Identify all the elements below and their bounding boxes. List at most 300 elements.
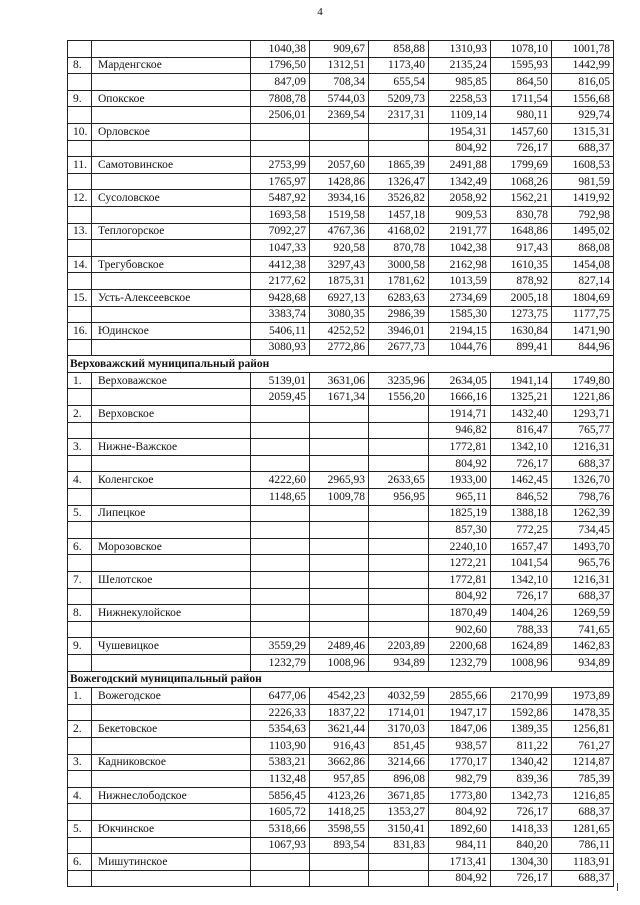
settlement-name [92, 74, 251, 91]
value-cell: 1404,26 [491, 605, 552, 622]
value-cell: 734,45 [552, 522, 614, 539]
settlement-name [92, 273, 251, 290]
settlement-name [92, 704, 251, 721]
value-cell: 1042,38 [429, 240, 491, 257]
value-cell: 1892,60 [429, 820, 491, 837]
value-cell: 3598,55 [310, 820, 369, 837]
value-cell: 2369,54 [310, 107, 369, 124]
value-cell: 3526,82 [369, 190, 429, 207]
value-cell: 1315,31 [552, 123, 614, 140]
value-cell: 5139,01 [251, 372, 310, 389]
value-cell: 1914,71 [429, 406, 491, 423]
settlement-name [92, 422, 251, 439]
value-cell: 2491,88 [429, 157, 491, 174]
table-row [68, 737, 614, 754]
table-row [68, 240, 614, 257]
value-cell [310, 140, 369, 157]
row-number: 9. [68, 90, 92, 107]
value-cell: 2258,53 [429, 90, 491, 107]
value-cell: 1462,83 [552, 638, 614, 655]
table-row [68, 74, 614, 91]
row-number: 16. [68, 323, 92, 340]
table-row [68, 854, 614, 871]
value-cell: 5744,03 [310, 90, 369, 107]
value-cell: 1342,10 [491, 572, 552, 589]
settlement-name: Марденгское [92, 57, 251, 74]
value-cell: 1008,96 [491, 654, 552, 671]
value-cell: 2203,89 [369, 638, 429, 655]
table-row [68, 787, 614, 804]
table-row [68, 572, 614, 589]
settlement-name [92, 339, 251, 356]
value-cell: 804,92 [429, 455, 491, 472]
value-cell: 1595,93 [491, 57, 552, 74]
value-cell: 761,27 [552, 737, 614, 754]
value-cell: 1068,26 [491, 173, 552, 190]
row-number [68, 339, 92, 356]
value-cell: 1013,59 [429, 273, 491, 290]
value-cell: 9428,68 [251, 289, 310, 306]
table-row [68, 621, 614, 638]
section-header-row [68, 356, 614, 373]
value-cell: 1804,69 [552, 289, 614, 306]
table-row [68, 505, 614, 522]
table-row [68, 41, 614, 58]
value-cell [310, 406, 369, 423]
value-cell: 4767,36 [310, 223, 369, 240]
value-cell: 1462,45 [491, 472, 552, 489]
value-cell: 1418,25 [310, 804, 369, 821]
settlement-name: Нижнеслободское [92, 787, 251, 804]
value-cell: 1001,78 [552, 41, 614, 58]
value-cell: 2057,60 [310, 157, 369, 174]
table-row [68, 688, 614, 705]
row-number [68, 870, 92, 887]
value-cell: 1388,18 [491, 505, 552, 522]
settlement-name: Бекетовское [92, 721, 251, 738]
table-row [68, 538, 614, 555]
table-row [68, 57, 614, 74]
value-cell: 3934,16 [310, 190, 369, 207]
value-cell [369, 538, 429, 555]
value-cell: 4412,38 [251, 256, 310, 273]
value-cell [251, 555, 310, 572]
table-row [68, 754, 614, 771]
value-cell: 2506,01 [251, 107, 310, 124]
value-cell: 1177,75 [552, 306, 614, 323]
value-cell: 851,45 [369, 737, 429, 754]
row-number: 2. [68, 406, 92, 423]
value-cell: 1837,22 [310, 704, 369, 721]
settlement-name [92, 588, 251, 605]
value-cell: 2226,33 [251, 704, 310, 721]
value-cell: 1471,90 [552, 323, 614, 340]
settlement-name [92, 206, 251, 223]
row-number: 10. [68, 123, 92, 140]
table-row [68, 489, 614, 506]
value-cell: 1325,21 [491, 389, 552, 406]
value-cell: 3631,06 [310, 372, 369, 389]
value-cell: 1216,85 [552, 787, 614, 804]
row-number: 12. [68, 190, 92, 207]
settlement-name: Орловское [92, 123, 251, 140]
settlement-name [92, 240, 251, 257]
row-number: 8. [68, 57, 92, 74]
settlement-name: Вожегодское [92, 688, 251, 705]
value-cell: 980,11 [491, 107, 552, 124]
row-number: 13. [68, 223, 92, 240]
settlement-name [92, 804, 251, 821]
row-number [68, 621, 92, 638]
value-cell [369, 439, 429, 456]
row-number: 2. [68, 721, 92, 738]
value-cell: 1040,38 [251, 41, 310, 58]
settlement-name: Трегубовское [92, 256, 251, 273]
value-cell [369, 455, 429, 472]
row-number: 1. [68, 372, 92, 389]
district-title: Верховажский муниципальный район [68, 356, 614, 373]
value-cell: 916,43 [310, 737, 369, 754]
value-cell: 1183,91 [552, 854, 614, 871]
value-cell: 1941,14 [491, 372, 552, 389]
value-cell: 917,43 [491, 240, 552, 257]
row-number: 7. [68, 572, 92, 589]
value-cell: 726,17 [491, 588, 552, 605]
section-header-row [68, 671, 614, 688]
value-cell [369, 522, 429, 539]
row-number [68, 206, 92, 223]
value-cell: 1312,51 [310, 57, 369, 74]
value-cell [251, 123, 310, 140]
value-cell: 1044,76 [429, 339, 491, 356]
value-cell: 688,37 [552, 455, 614, 472]
settlement-name [92, 621, 251, 638]
value-cell: 2194,15 [429, 323, 491, 340]
table-row [68, 90, 614, 107]
value-cell: 792,98 [552, 206, 614, 223]
value-cell: 3150,41 [369, 820, 429, 837]
value-cell: 655,54 [369, 74, 429, 91]
value-cell [251, 406, 310, 423]
value-cell: 816,47 [491, 422, 552, 439]
value-cell: 1457,60 [491, 123, 552, 140]
table-row [68, 837, 614, 854]
table-body [68, 41, 614, 887]
row-number: 3. [68, 754, 92, 771]
value-cell [251, 140, 310, 157]
table-row [68, 190, 614, 207]
row-number: 9. [68, 638, 92, 655]
value-cell: 3214,66 [369, 754, 429, 771]
settlement-name [92, 173, 251, 190]
value-cell: 1442,99 [552, 57, 614, 74]
row-number [68, 306, 92, 323]
row-number: 4. [68, 472, 92, 489]
value-cell: 847,09 [251, 74, 310, 91]
value-cell: 1693,58 [251, 206, 310, 223]
table-row [68, 306, 614, 323]
value-cell: 984,11 [429, 837, 491, 854]
settlement-name: Усть-Алексеевское [92, 289, 251, 306]
value-cell [369, 555, 429, 572]
value-cell: 1273,75 [491, 306, 552, 323]
value-cell: 7092,27 [251, 223, 310, 240]
value-cell: 1495,02 [552, 223, 614, 240]
value-cell: 840,20 [491, 837, 552, 854]
value-cell: 1428,86 [310, 173, 369, 190]
row-number [68, 74, 92, 91]
value-cell: 909,67 [310, 41, 369, 58]
value-cell: 3671,85 [369, 787, 429, 804]
settlement-name [92, 870, 251, 887]
value-cell: 1765,97 [251, 173, 310, 190]
edge-mark [617, 883, 618, 891]
value-cell: 3946,01 [369, 323, 429, 340]
value-cell: 772,25 [491, 522, 552, 539]
table-row [68, 273, 614, 290]
value-cell: 896,08 [369, 771, 429, 788]
value-cell: 1067,93 [251, 837, 310, 854]
value-cell [310, 572, 369, 589]
value-cell: 2058,92 [429, 190, 491, 207]
value-cell: 2753,99 [251, 157, 310, 174]
value-cell: 3000,58 [369, 256, 429, 273]
settlement-name: Шелотское [92, 572, 251, 589]
value-cell [369, 572, 429, 589]
table-row [68, 654, 614, 671]
value-cell: 2162,98 [429, 256, 491, 273]
value-cell: 1304,30 [491, 854, 552, 871]
table-row [68, 605, 614, 622]
value-cell: 839,36 [491, 771, 552, 788]
value-cell: 1781,62 [369, 273, 429, 290]
value-cell: 816,05 [552, 74, 614, 91]
settlement-name: Верховское [92, 406, 251, 423]
settlement-name: Верховажское [92, 372, 251, 389]
value-cell: 786,11 [552, 837, 614, 854]
value-cell: 957,85 [310, 771, 369, 788]
value-cell: 3662,86 [310, 754, 369, 771]
tariff-table [67, 40, 614, 887]
value-cell [310, 588, 369, 605]
value-cell: 788,33 [491, 621, 552, 638]
value-cell: 1770,17 [429, 754, 491, 771]
value-cell [310, 422, 369, 439]
row-number [68, 422, 92, 439]
value-cell: 811,22 [491, 737, 552, 754]
value-cell: 1326,47 [369, 173, 429, 190]
row-number [68, 737, 92, 754]
value-cell: 6927,13 [310, 289, 369, 306]
value-cell: 4542,23 [310, 688, 369, 705]
table-row [68, 870, 614, 887]
value-cell: 5856,45 [251, 787, 310, 804]
value-cell: 1585,30 [429, 306, 491, 323]
table-row [68, 140, 614, 157]
settlement-name [92, 41, 251, 58]
value-cell: 868,08 [552, 240, 614, 257]
value-cell: 804,92 [429, 804, 491, 821]
value-cell [310, 505, 369, 522]
value-cell: 830,78 [491, 206, 552, 223]
settlement-name: Опокское [92, 90, 251, 107]
value-cell: 981,59 [552, 173, 614, 190]
value-cell: 831,83 [369, 837, 429, 854]
value-cell: 2772,86 [310, 339, 369, 356]
value-cell: 726,17 [491, 870, 552, 887]
value-cell [369, 605, 429, 622]
value-cell: 1419,92 [552, 190, 614, 207]
value-cell: 1749,80 [552, 372, 614, 389]
row-number: 8. [68, 605, 92, 622]
value-cell: 2191,77 [429, 223, 491, 240]
value-cell: 1773,80 [429, 787, 491, 804]
value-cell [310, 605, 369, 622]
row-number: 11. [68, 157, 92, 174]
value-cell [310, 538, 369, 555]
value-cell: 902,60 [429, 621, 491, 638]
value-cell: 2965,93 [310, 472, 369, 489]
value-cell: 1173,40 [369, 57, 429, 74]
table-row [68, 323, 614, 340]
value-cell: 929,74 [552, 107, 614, 124]
page-number: 4 [317, 6, 323, 18]
value-cell: 1342,73 [491, 787, 552, 804]
value-cell: 1326,70 [552, 472, 614, 489]
value-cell: 1714,01 [369, 704, 429, 721]
value-cell: 1310,93 [429, 41, 491, 58]
value-cell: 1109,14 [429, 107, 491, 124]
settlement-name [92, 107, 251, 124]
value-cell: 4252,52 [310, 323, 369, 340]
value-cell: 1556,68 [552, 90, 614, 107]
row-number [68, 555, 92, 572]
row-number [68, 140, 92, 157]
value-cell: 2005,18 [491, 289, 552, 306]
value-cell: 1657,47 [491, 538, 552, 555]
value-cell: 946,82 [429, 422, 491, 439]
value-cell: 688,37 [552, 804, 614, 821]
table-row [68, 721, 614, 738]
value-cell: 965,11 [429, 489, 491, 506]
value-cell: 1630,84 [491, 323, 552, 340]
value-cell: 1493,70 [552, 538, 614, 555]
district-title: Вожегодский муниципальный район [68, 671, 614, 688]
row-number [68, 837, 92, 854]
value-cell: 1519,58 [310, 206, 369, 223]
value-cell: 726,17 [491, 140, 552, 157]
value-cell: 1799,69 [491, 157, 552, 174]
table-row [68, 289, 614, 306]
value-cell: 5383,21 [251, 754, 310, 771]
value-cell: 1262,39 [552, 505, 614, 522]
table-row [68, 422, 614, 439]
value-cell: 5318,66 [251, 820, 310, 837]
table-row [68, 157, 614, 174]
value-cell: 1973,89 [552, 688, 614, 705]
value-cell: 1216,31 [552, 439, 614, 456]
settlement-name: Коленгское [92, 472, 251, 489]
value-cell: 5209,73 [369, 90, 429, 107]
table-row [68, 372, 614, 389]
value-cell: 1008,96 [310, 654, 369, 671]
value-cell: 4222,60 [251, 472, 310, 489]
value-cell: 1389,35 [491, 721, 552, 738]
value-cell: 1342,10 [491, 439, 552, 456]
value-cell: 1796,50 [251, 57, 310, 74]
row-number [68, 240, 92, 257]
value-cell: 2986,39 [369, 306, 429, 323]
value-cell: 1947,17 [429, 704, 491, 721]
value-cell: 1847,06 [429, 721, 491, 738]
table-row [68, 173, 614, 190]
value-cell [251, 455, 310, 472]
value-cell: 3170,03 [369, 721, 429, 738]
row-number [68, 522, 92, 539]
value-cell: 1342,49 [429, 173, 491, 190]
value-cell: 3383,74 [251, 306, 310, 323]
table-row [68, 820, 614, 837]
value-cell: 688,37 [552, 870, 614, 887]
value-cell: 1954,31 [429, 123, 491, 140]
row-number: 4. [68, 787, 92, 804]
value-cell: 3621,44 [310, 721, 369, 738]
value-cell: 804,92 [429, 588, 491, 605]
value-cell: 2734,69 [429, 289, 491, 306]
settlement-name [92, 771, 251, 788]
value-cell: 985,85 [429, 74, 491, 91]
value-cell: 2240,10 [429, 538, 491, 555]
table-row [68, 339, 614, 356]
value-cell: 934,89 [552, 654, 614, 671]
table-row [68, 223, 614, 240]
settlement-name [92, 306, 251, 323]
value-cell: 1353,27 [369, 804, 429, 821]
value-cell [369, 123, 429, 140]
value-cell [251, 605, 310, 622]
value-cell: 846,52 [491, 489, 552, 506]
value-cell [251, 854, 310, 871]
value-cell: 3080,93 [251, 339, 310, 356]
value-cell: 1340,42 [491, 754, 552, 771]
value-cell [369, 406, 429, 423]
value-cell: 956,95 [369, 489, 429, 506]
value-cell: 1624,89 [491, 638, 552, 655]
value-cell: 1671,34 [310, 389, 369, 406]
value-cell: 804,92 [429, 870, 491, 887]
row-number [68, 455, 92, 472]
value-cell: 2200,68 [429, 638, 491, 655]
value-cell: 1605,72 [251, 804, 310, 821]
settlement-name: Чушевицкое [92, 638, 251, 655]
value-cell: 1711,54 [491, 90, 552, 107]
value-cell: 1041,54 [491, 555, 552, 572]
value-cell [251, 522, 310, 539]
value-cell: 3235,96 [369, 372, 429, 389]
row-number: 5. [68, 820, 92, 837]
value-cell: 1648,86 [491, 223, 552, 240]
value-cell: 878,92 [491, 273, 552, 290]
value-cell: 827,14 [552, 273, 614, 290]
value-cell [310, 621, 369, 638]
value-cell: 2135,24 [429, 57, 491, 74]
value-cell [251, 870, 310, 887]
value-cell: 688,37 [552, 588, 614, 605]
value-cell [251, 422, 310, 439]
row-number [68, 389, 92, 406]
value-cell: 5406,11 [251, 323, 310, 340]
value-cell: 1562,21 [491, 190, 552, 207]
